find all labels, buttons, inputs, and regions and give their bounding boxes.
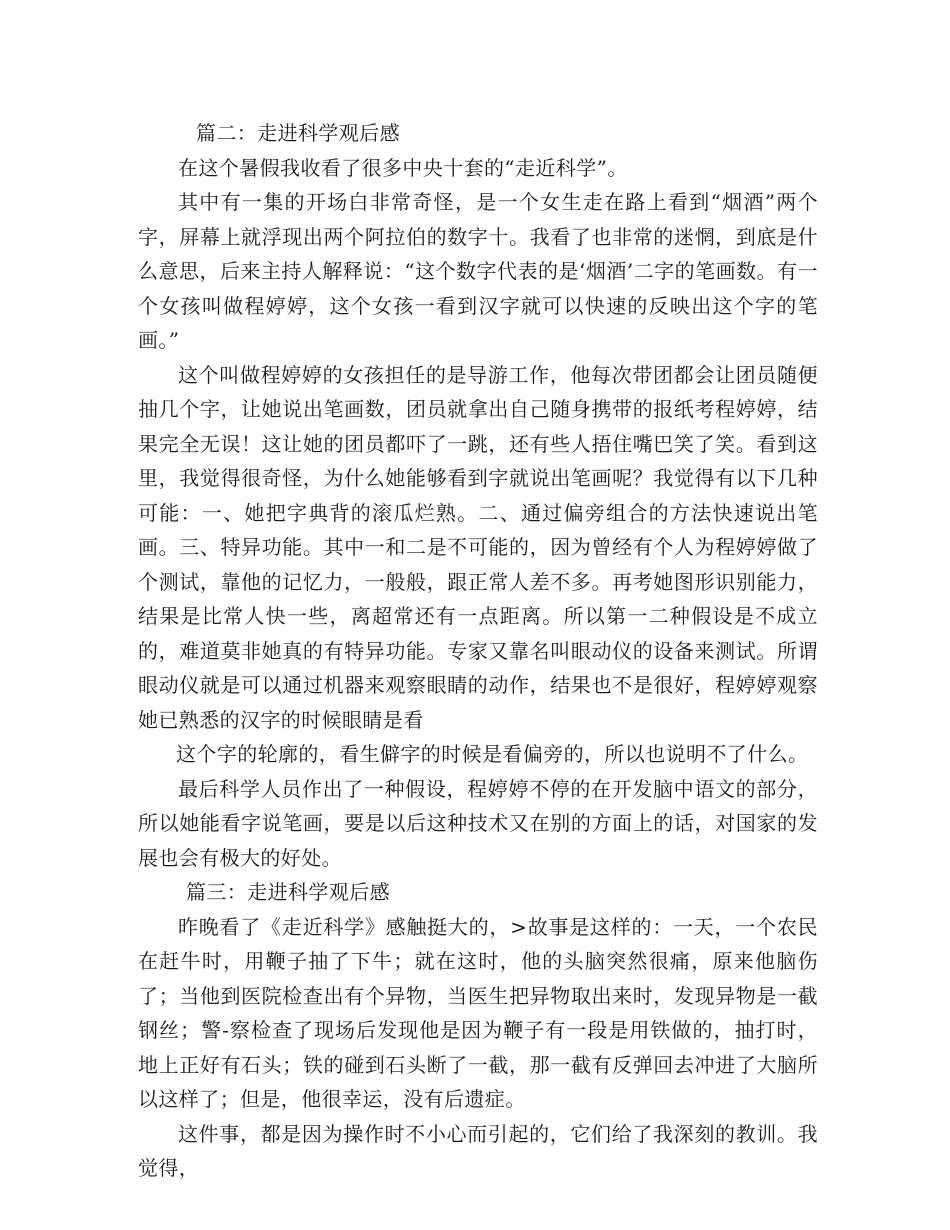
paragraph: 昨晚看了《走近科学》感触挺大的，>故事是这样的：一天，一个农民在赶牛时，用鞭子抽了下牛；就在这时，他的头脑突然很痛，原来他脑伤了；当他到医院检查出有个异物，当医生把异物取出来时，发现异物是一截钢丝；警-察检查了现场后发现他是因为鞭子有一段是用铁做的，抽打时，地上正好有石头；铁的碰到石头断了一截，那一截有反弹回去冲进了大脑所以这样了；但是，他很幸运，没有后遗症。 [138, 914, 818, 1111]
paragraph: 在这个暑假我收看了很多中央十套的“走近科学”。 [178, 155, 628, 180]
paragraph: 这个叫做程婷婷的女孩担任的是导游工作，他每次带团都会让团员随便抽几个字，让她说出笔画数，团员就拿出自己随身携带的报纸考程婷婷，结果完全无误！这让她的团员都吓了一跳，还有些人捂住嘴巴笑了笑。看到这里，我觉得很奇怪，为什么她能够看到字就说出笔画呢？我觉得有以下几种可能：一、她把字典背的滚瓜烂熟。二、通过偏旁组合的方法快速说出笔画。三、特异功能。其中一和二是不可能的，因为曾经有个人为程婷婷做了个测试，靠他的记忆力，一般般，跟正常人差不多。再考她图形识别能力，结果是比常人快一些，离超常还有一点距离。所以第一二种假设是不成立的，难道莫非她真的有特异功能。专家又靠名叫眼动仪的设备来测试。所谓眼动仪就是可以通过机器来观察眼睛的动作，结果也不是很好，程婷婷观察她已熟悉的汉字的时候眼睛是看 [138, 362, 818, 732]
document-body [138, 116, 818, 1186]
paragraph: 最后科学人员作出了一种假设，程婷婷不停的在开发脑中语文的部分，所以她能看字说笔画，要是以后这种技术又在别的方面上的话，对国家的发展也会有极大的好处。 [138, 776, 818, 870]
paragraph: 其中有一集的开场白非常奇怪，是一个女生走在路上看到“烟酒”两个字，屏幕上就浮现出两个阿拉伯的数字十。我看了也非常的迷惘，到底是什么意思，后来主持人解释说：“这个数字代表的是‘烟酒’二字的笔画数。有一个女孩叫做程婷婷，这个女孩一看到汉字就可以快速的反映出这个字的笔画。” [138, 190, 818, 352]
paragraph-continuation: 这个字的轮廓的，看生僻字的时候是看偏旁的，所以也说明不了什么。 [176, 742, 809, 766]
paragraph: 这件事，都是因为操作时不小心而引起的，它们给了我深刻的教训。我觉得， [138, 1121, 818, 1180]
section-heading-2: 篇二：走进科学观后感 [196, 121, 400, 145]
section-heading-3: 篇三：走进科学观后感 [186, 880, 390, 904]
